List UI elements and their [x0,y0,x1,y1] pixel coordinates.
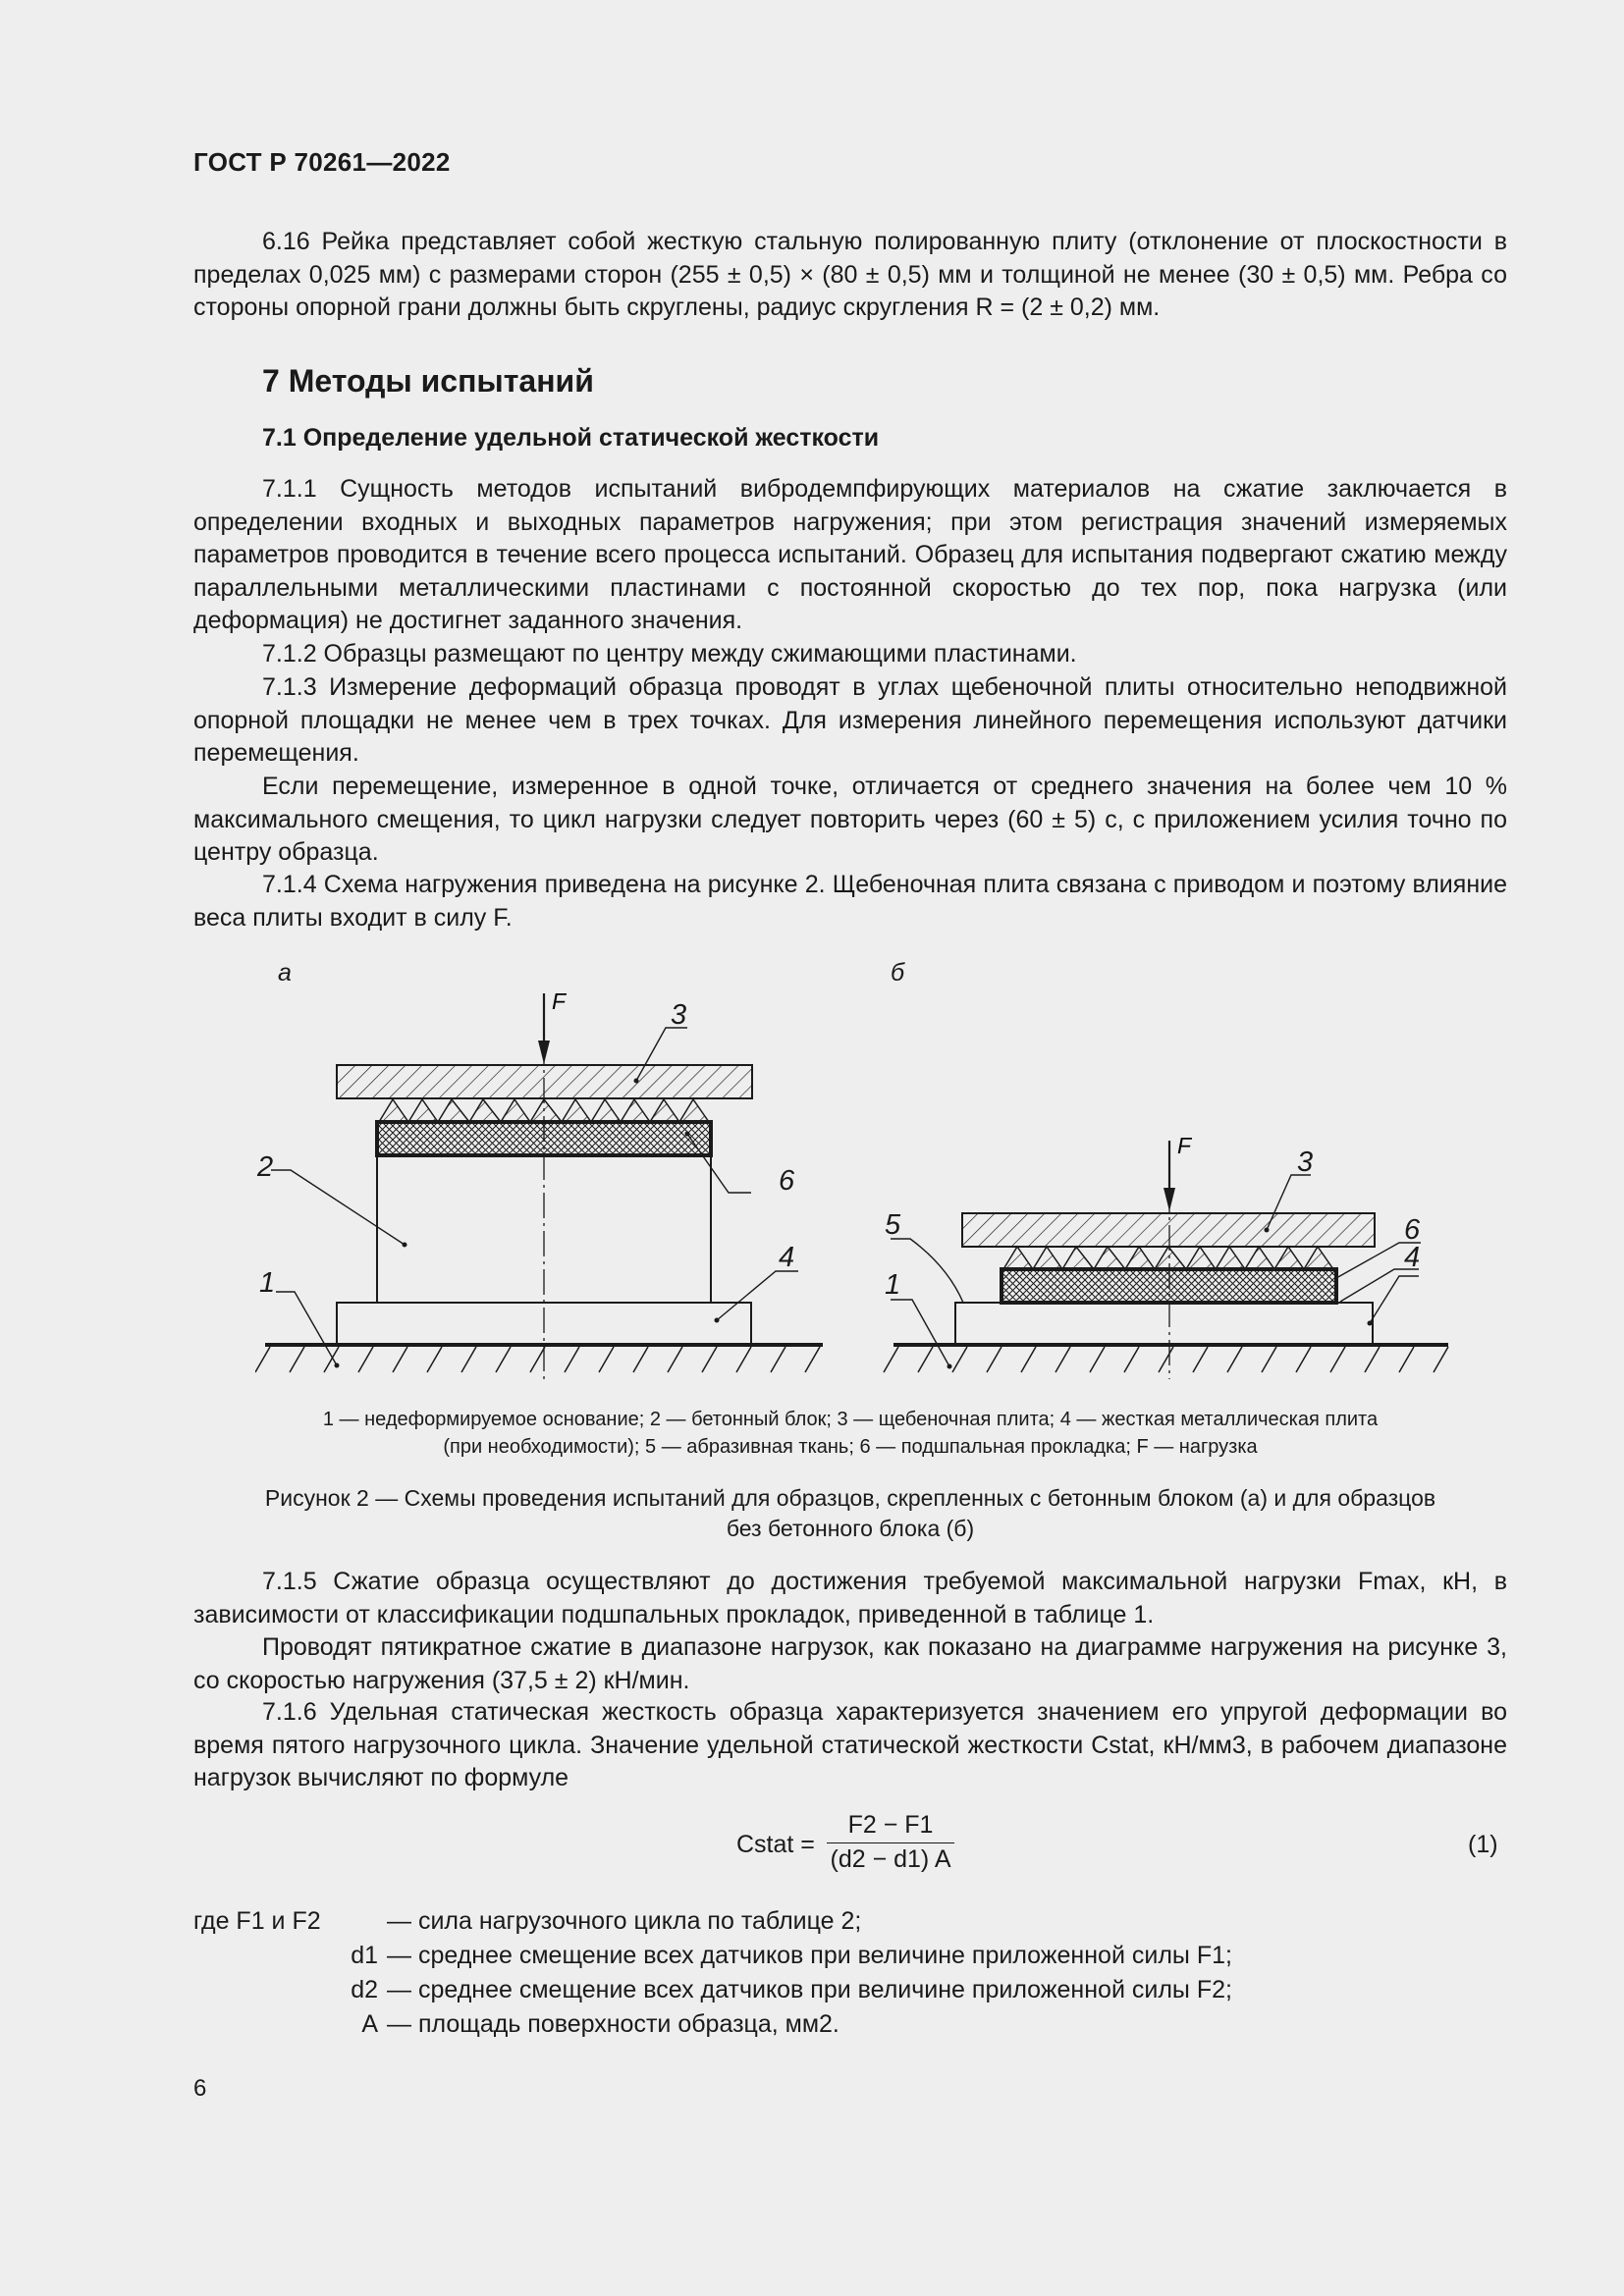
figure-legend-line-1: 1 — недеформируемое основание; 2 — бетонный блок; 3 — щебеночная плита; 4 — жесткая металлическая плита [322,1409,1379,1430]
paragraph-6-16-text: 6.16 Рейка представляет собой жесткую стальную полированную плиту (отклонение от плоскостности в пределах 0,025 мм) с размерами сторон (255 ± 0,5) × (80 ± 0,5) мм и толщиной не менее (30 ± 0,5) мм. Ребра со стороны опорной грани должны быть скруглены, радиус скругления R = (2 ± 0,2) мм. [193,228,1507,321]
callout-1-b: 1 [885,1269,901,1301]
paragraph-7-1-3: 7.1.3 Измерение деформаций образца проводят в углах щебеночной плиты относительно неподвижной опорной площадки не менее чем в трех точках. Для измерения линейного перемещения используют датчики перемещения. [193,673,1507,767]
paragraph-6-16 [193,226,1507,325]
callout-3-b: 3 [1297,1147,1314,1178]
definition-text: — среднее смещение всех датчиков при величине приложенной силы F1; [387,1942,1232,1969]
definition-symbol: d2 [351,1976,378,2003]
definition-symbol: d1 [351,1942,378,1969]
callout-3: 3 [671,999,687,1031]
force-arrow-head-b [1164,1188,1175,1211]
figure-legend-line-2: (при необходимости); 5 — абразивная ткань; 6 — подшпальная прокладка; F — нагрузка [443,1436,1258,1458]
ballast-teeth-b [1003,1247,1333,1269]
callout-2: 2 [257,1151,274,1183]
figure-label-a: а [278,959,292,987]
paragraph-7-1-3-continued: Если перемещение, измеренное в одной точке, отличается от среднего значения на более чем 10 % максимального смещения, то цикл нагрузки следует повторить через (60 ± 5) с, с приложением усилия точно по центру образца. [193,773,1507,866]
force-label: F [552,988,567,1014]
figure-a-diagram [255,982,835,1394]
callout-4-b: 4 [1404,1242,1421,1273]
section-title: 7 Методы испытаний [262,363,594,399]
force-label-b: F [1177,1133,1192,1158]
ballast-plate-3-b [962,1213,1375,1247]
callout-6: 6 [779,1165,795,1197]
definition-symbol: где F1 и F2 [193,1907,321,1935]
ground-hatching [255,1347,820,1372]
figure-b-diagram [879,1129,1468,1394]
paragraph-7-1-6: 7.1.6 Удельная статическая жесткость образца характеризуется значением его упругой деформации во время пятого нагрузочного цикла. Значение удельной статической жесткости Cstat, кН/мм3, в рабочем диапазоне нагрузок вычисляют по формуле [193,1698,1507,1791]
paragraph-7-1-4: 7.1.4 Схема нагружения приведена на рисунке 2. Щебеночная плита связана с приводом и поэтому влияние веса плиты входит в силу F. [193,871,1507,932]
document-header: ГОСТ Р 70261—2022 [193,147,451,177]
figure-caption-line-1: Рисунок 2 — Схемы проведения испытаний для образцов, скрепленных с бетонным блоком (а) и для образцов [264,1485,1436,1511]
formula-numerator: F2 − F1 [827,1811,954,1843]
force-arrow-head [538,1041,550,1064]
paragraph-7-1-2: 7.1.2 Образцы размещают по центру между сжимающими пластинами. [262,640,1077,667]
definition-text: — сила нагрузочного цикла по таблице 2; [387,1907,862,1935]
figure-caption-line-2: без бетонного блока (б) [726,1516,975,1541]
paragraph-7-1-5-continued: Проводят пятикратное сжатие в диапазоне нагрузок, как показано на диаграмме нагружения на рисунке 3, со скоростью нагружения (37,5 ± 2) кН/мин. [193,1633,1507,1694]
figure-caption [193,1483,1507,1544]
paragraph-7-1-1: 7.1.1 Сущность методов испытаний вибродемпфирующих материалов на сжатие заключается в определении входных и выходных параметров нагружения; при этом регистрация значений измеряемых параметров проводится в течение всего процесса испытаний. Образец для испытания подвергают сжатию между параллельными металлическими пластинами с постоянной скоростью до тех пор, пока нагрузка (или деформация) не достигнет заданного значения. [193,475,1507,634]
formula-lhs: Cstat = [736,1831,815,1858]
paragraph-7-1-5: 7.1.5 Сжатие образца осуществляют до достижения требуемой максимальной нагрузки Fmax, кН, в зависимости от классификации подшпальных прокладок, приведенной в таблице 1. [193,1568,1507,1629]
formula-number: (1) [1468,1831,1498,1858]
formula-fraction [827,1811,954,1874]
definition-text: — среднее смещение всех датчиков при величине приложенной силы F2; [387,1976,1232,2003]
callout-6-b: 6 [1404,1214,1421,1246]
figure-label-b: б [891,959,905,987]
definition-text: — площадь поверхности образца, мм2. [387,2010,839,2038]
callout-1: 1 [259,1267,276,1299]
callout-4: 4 [779,1242,795,1273]
definition-symbol: A [361,2010,378,2038]
figure-legend [193,1406,1507,1461]
ground-hatching-b [884,1347,1448,1372]
callout-5: 5 [885,1209,901,1241]
subsection-title: 7.1 Определение удельной статической жесткости [262,424,880,452]
page-number: 6 [193,2075,207,2102]
formula-denominator: (d2 − d1) A [830,1845,951,1873]
metal-plate-4-b [955,1303,1373,1345]
